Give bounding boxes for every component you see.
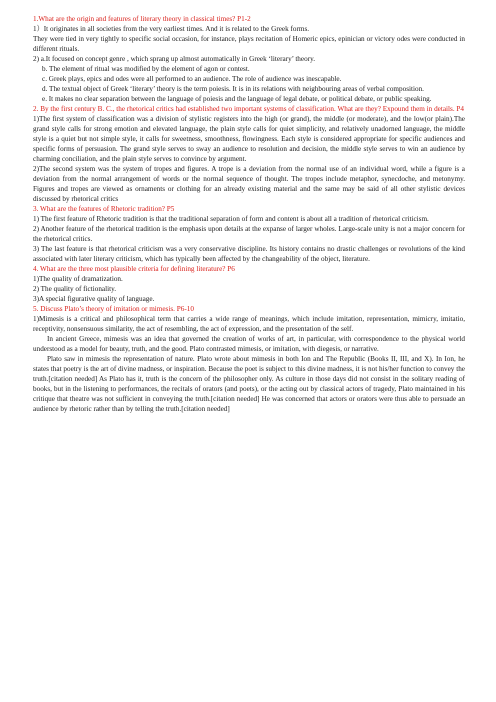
indented-paragraph: Plato saw in mimesis the representation of nature. Plato wrote about mimesis in both Ion and The Republic (Books II, III, and X). In Ion, he states that poetry is the art of divine madness, or inspiration. Because the poet is subject to this divine madness, it is not his/her function to convey the truth.[citation needed] As Plato has it, truth is the concern of the philosopher only. As culture in those days did not consist in the solitary reading of books, but in the listening to performances, the recitals of orators (and poets), or the acting out by classical actors of tragedy, Plato maintained in his critique that theatre was not sufficient in conveying the truth.[citation needed] He was concerned that actors or orators were thus able to persuade an audience by rhetoric rather than by telling the truth.[citation needed] (33, 355, 465, 413)
indented-paragraph: e. It makes no clear separation between the language of poiesis and the language of legal debate, or political debate, or public speaking. (42, 95, 432, 103)
indented-paragraph: In ancient Greece, mimesis was an idea that governed the creation of works of art, in particular, with correspondence to the physical world understood as a model for beauty, truth, and the good. Plato contrasted mimesis, or imitation, with diegesis, or narrative. (33, 335, 465, 353)
question-heading: 5. Discuss Plato’s theory of imitation or mimesis. P6-10 (33, 305, 194, 313)
body-paragraph: 1)The quality of dramatization. (33, 275, 123, 283)
question-heading: 1.What are the origin and features of literary theory in classical times? P1-2 (33, 15, 251, 23)
body-paragraph: 2) a.It focused on concept genre , which sprang up almost automatically in Greek ‘literary’ theory. (33, 55, 316, 63)
question-heading: 3. What are the features of Rhetoric tradition? P5 (33, 205, 175, 213)
question-heading: 2. By the first century B. C., the rhetorical critics had established two important systems of classification. What are they? Expound them in details. P4 (33, 105, 465, 113)
body-paragraph: 1）It originates in all societies from the very earliest times. And it is related to the Greek forms. (33, 25, 310, 33)
body-paragraph: 1)The first system of classification was a division of stylistic registers into the high (or grand), the middle (or moderate), and the low(or plain).The grand style calls for strong emotion and elevated language, the plain style calls for quiet simplicity, and relatively unadorned language, the middle style is a quiet but not simple style, it calls for sweetness, smoothness, flowingness. Each style is considered appropriate for specific audiences and specific forms of persuasion. The grand style serves to sway an audience to resolution and decision, the middle style serves to win an audience by charming conciliation, and the plain style serves to convince by argument. (33, 115, 465, 163)
body-paragraph: 3) The last feature is that rhetorical criticism was a very conservative discipline. Its history contains no drastic challenges or revolutions of the kind associated with later literary criticism, which has typically been affected by the changeability of the object, literature. (33, 245, 465, 263)
indented-paragraph: c. Greek plays, epics and odes were all performed to an audience. The role of audience was inescapable. (42, 75, 342, 83)
indented-paragraph: d. The textual object of Greek ‘literary’ theory is the term poiesis. It is in its relations with neighbouring areas of verbal composition. (42, 85, 424, 93)
body-paragraph: 1)Mimesis is a critical and philosophical term that carries a wide range of meanings, which include imitation, representation, mimicry, imitatio, receptivity, nonsensuous similarity, the act of resembling, the act of expression, and the presentation of the self. (33, 315, 465, 333)
body-paragraph: 2)The second system was the system of tropes and figures. A trope is a deviation from the normal use of an individual word, while a figure is a deviation from the normal arrangement of words or the normal sequence of thought. The tropes include metaphor, synecdoche, and metonymy. Figures and tropes are viewed as ornaments or clothing for an already existing material and the same may be said of all other stylistic devices discussed by rhetorical critics (33, 165, 465, 203)
body-paragraph: They were tied in very tightly to specific social occasion, for instance, plays recitation of Homeric epics, epinician or victory odes were conducted in different rituals. (33, 35, 465, 53)
body-paragraph: 1) The first feature of Rhetoric tradition is that the traditional separation of form and content is about all a tradition of rhetorical criticism. (33, 215, 429, 223)
body-paragraph: 2) The quality of fictionality. (33, 285, 117, 293)
body-paragraph: 3)A special figurative quality of language. (33, 295, 155, 303)
question-heading: 4. What are the three most plausible criteria for defining literature? P6 (33, 265, 235, 273)
body-paragraph: 2) Another feature of the rhetorical tradition is the emphasis upon details at the expanse of larger wholes. Large-scale unity is not a major concern for the rhetorical critics. (33, 225, 465, 243)
indented-paragraph: b. The element of ritual was modified by the element of agon or contest. (42, 65, 250, 73)
